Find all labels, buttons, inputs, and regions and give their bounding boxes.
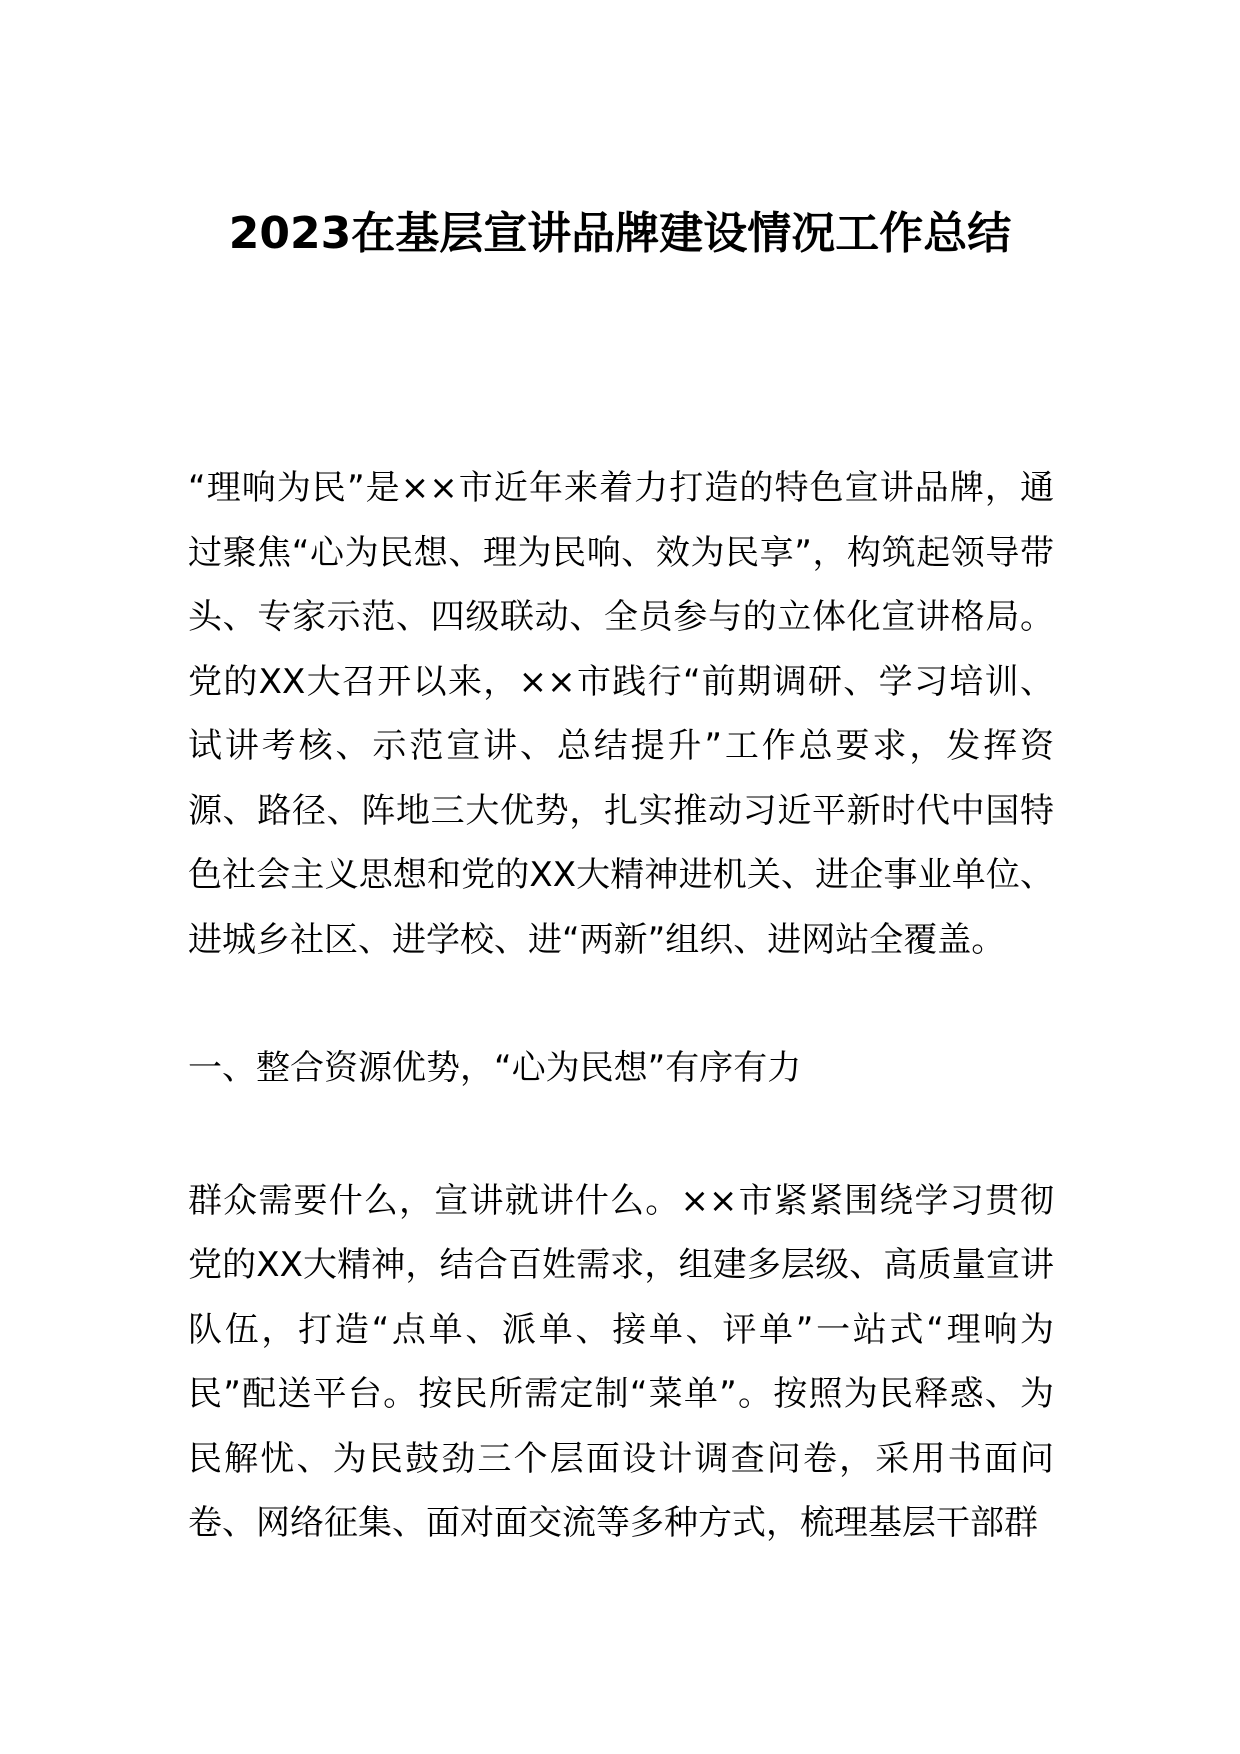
section-heading: 一、整合资源优势，“心为民想”有序有力 <box>188 1048 802 1088</box>
document-title: 2023在基层宣讲品牌建设情况工作总结 <box>228 208 1012 259</box>
intro-paragraph: “理响为民”是××市近年来着力打造的特色宣讲品牌，通过聚焦“心为民想、理为民响、效为民享”，构筑起领导带头、专家示范、四级联动、全员参与的立体化宣讲格局。党的XX大召开以来，××市践行“前期调研、学习培训、试讲考核、示范宣讲、总结提升”工作总要求，发挥资源、路径、阵地三大优势，扎实推动习近平新时代中国特色社会主义思想和党的XX大精神进机关、进企事业单位、进城乡社区、进学校、进“两新”组织、进网站全覆盖。 <box>188 468 1054 960</box>
body-paragraph: 群众需要什么，宣讲就讲什么。××市紧紧围绕学习贯彻党的XX大精神，结合百姓需求，组建多层级、高质量宣讲队伍，打造“点单、派单、接单、评单”一站式“理响为民”配送平台。按民所需定制“菜单”。按照为民释惑、为民解忧、为民鼓劲三个层面设计调查问卷，采用书面问卷、网络征集、面对面交流等多种方式，梳理基层干部群 <box>188 1180 1054 1543</box>
document-body <box>188 456 1054 1556</box>
